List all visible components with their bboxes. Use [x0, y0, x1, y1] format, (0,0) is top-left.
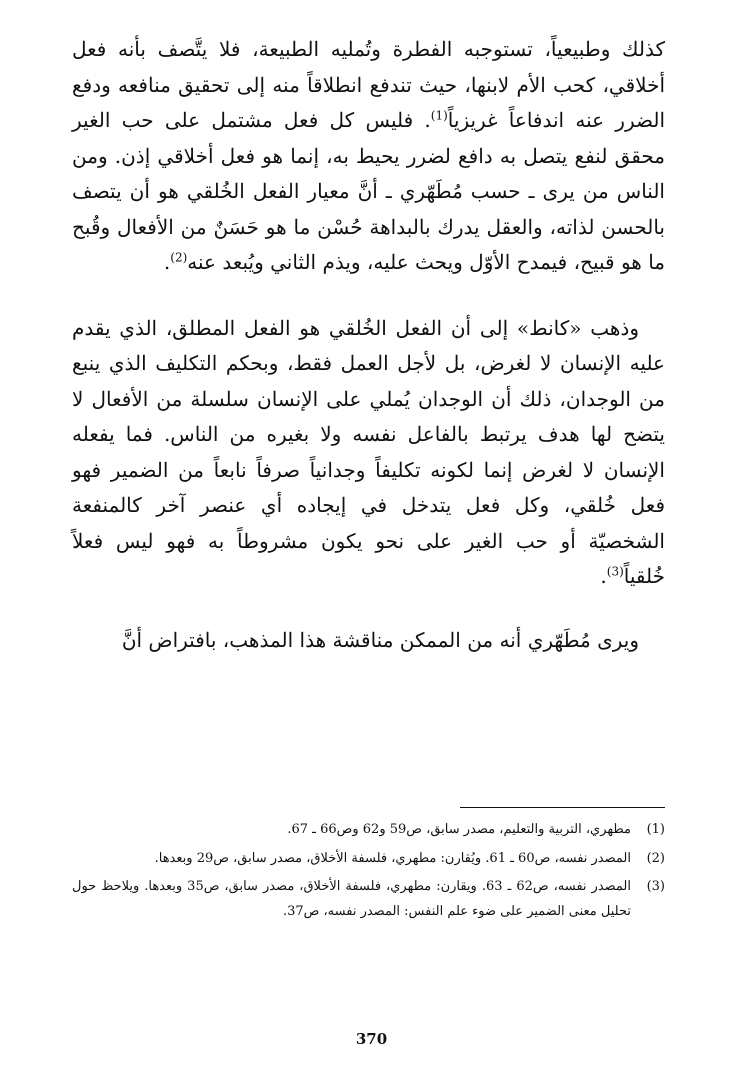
footnote-ref-2: (2): [170, 250, 188, 265]
footnote-text: المصدر نفسه، ص62 ـ 63. ويقارن: مطهري، فلسفة الأخلاق، مصدر سابق، ص35 وبعدها. ويلاحظ حول تحليل معنى الضمير على ضوء علم النفس: المصدر نفسه، ص37.: [72, 879, 632, 919]
paragraph-2: [72, 311, 665, 595]
footnotes: [72, 818, 665, 928]
footnote-2: [72, 847, 665, 872]
paragraph-3-text: ويرى مُطَهّري أنه من الممكن مناقشة هذا المذهب، بافتراض أنَّ: [121, 627, 639, 652]
main-text: [72, 32, 665, 658]
paragraph-gap: [72, 595, 665, 623]
paragraph-1-text: كذلك وطبيعياً، تستوجبه الفطرة وتُمليه الطبيعة، فلا يتَّصف بأنه فعل أخلاقي، كحب الأم لابنها، حيث تندفع انطلاقاً منه إلى تحقيق منافعه ودفع الضرر عنه اندفاعاً غريزياً: [72, 37, 665, 132]
paragraph-1-continued: . فليس كل فعل مشتمل على حب الغير محقق لنفع يتصل به دافع لضرر يحيط به، إنما هو فعل أخلاقي إذن. ومن الناس من يرى ـ حسب مُطَهّري ـ أنَّ معيار الفعل الخُلقي هو أن يتصف بالحسن لذاته، والعقل يدرك بالبداهة حُسْن ما هو حَسَنٌ من الأفعال وقُبح ما هو قبيح، فيمدح الأوّل ويحث عليه، ويذم الثاني ويُبعد عنه: [72, 108, 666, 274]
page-number: 370: [355, 1030, 388, 1048]
footnote-number: (2): [646, 850, 665, 866]
paragraph-gap: [72, 281, 665, 311]
footnote-number: (1): [646, 822, 665, 837]
footnote-ref-1: (1): [430, 108, 448, 123]
footnote-3: [72, 875, 665, 924]
footnote-ref-3: (3): [606, 564, 624, 579]
footnote-text: مطهري، التربية والتعليم، مصدر سابق، ص59 و62 وص66 ـ 67.: [287, 822, 631, 837]
paragraph-1-end: .: [163, 250, 171, 274]
footnote-number: (3): [646, 879, 665, 894]
footnote-separator: [460, 807, 665, 808]
footnote-text: المصدر نفسه، ص60 ـ 61. ويُقارن: مطهري، فلسفة الأخلاق، مصدر سابق، ص29 وبعدها.: [154, 850, 631, 866]
paragraph-1: [72, 32, 665, 281]
paragraph-2-end: .: [600, 564, 607, 588]
paragraph-2-text: وذهب «كانط» إلى أن الفعل الخُلقي هو الفعل المطلق، الذي يقدم عليه الإنسان لا لغرض، بل لأجل العمل فقط، وبحكم التكليف الذي ينبع من الوجدان، ذلك أن الوجدان يُملي على الإنسان سلسلة من الأفعال لا يتضح لها هدف يرتبط بالفاعل نفسه ولا بغيره من الناس. فما يفعله الإنسان لا لغرض إنما لكونه تكليفاً وجدانياً صرفاً نابعاً من الضمير فهو فعل خُلقي، وكل فعل يتدخل في إيجاده أي عنصر آخر كالمنفعة الشخصيّة أو حب الغير على نحو يكون مشروطاً به فهو ليس فعلاً خُلقياً: [72, 315, 665, 588]
paragraph-3: [72, 623, 665, 659]
footnote-1: [72, 818, 665, 843]
